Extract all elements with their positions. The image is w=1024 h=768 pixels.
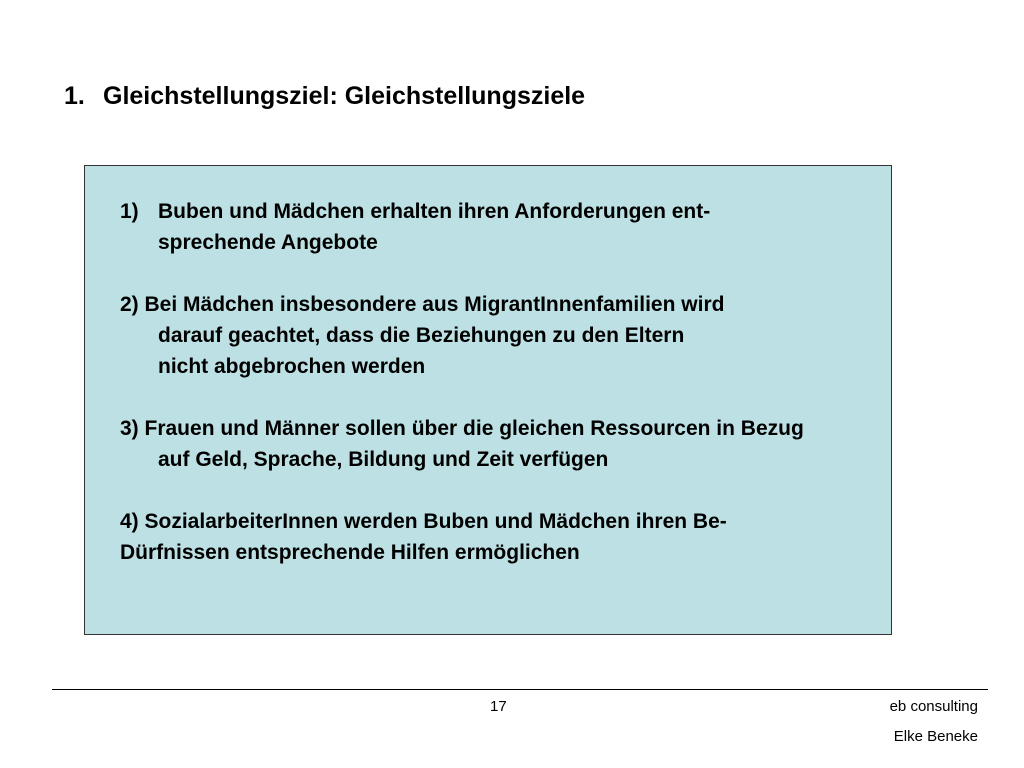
goals-list [120, 196, 1000, 568]
goal-1-line-1 [120, 196, 1000, 227]
goal-2-line-2: darauf geachtet, dass die Beziehungen zu den Eltern [158, 324, 685, 347]
goal-2-line-3: nicht abgebrochen werden [158, 355, 426, 378]
footer-company: eb consulting [889, 698, 978, 715]
title-text: Gleichstellungsziel: Gleichstellungsziele [103, 82, 586, 110]
footer-author: Elke Beneke [893, 728, 978, 745]
goal-1-number: 1) [120, 200, 139, 223]
goal-4-line-2: Dürfnissen entsprechende Hilfen ermöglichen [120, 541, 580, 564]
goal-4-line-1: 4) SozialarbeiterInnen werden Buben und Mädchen ihren Be- [120, 510, 727, 533]
footer-divider [52, 689, 988, 690]
title-number: 1. [64, 82, 85, 110]
slide-title [64, 82, 585, 111]
goal-3-line-1: 3) Frauen und Männer sollen über die gleichen Ressourcen in Bezug [120, 417, 804, 440]
goal-1-text-1: Buben und Mädchen erhalten ihren Anforderungen ent- [158, 200, 711, 223]
goal-3-line-2: auf Geld, Sprache, Bildung und Zeit verfügen [158, 448, 609, 471]
page-number: 17 [490, 698, 507, 715]
goal-2-line-1: 2) Bei Mädchen insbesondere aus MigrantInnenfamilien wird [120, 293, 725, 316]
goal-1-line-2: sprechende Angebote [158, 231, 378, 254]
